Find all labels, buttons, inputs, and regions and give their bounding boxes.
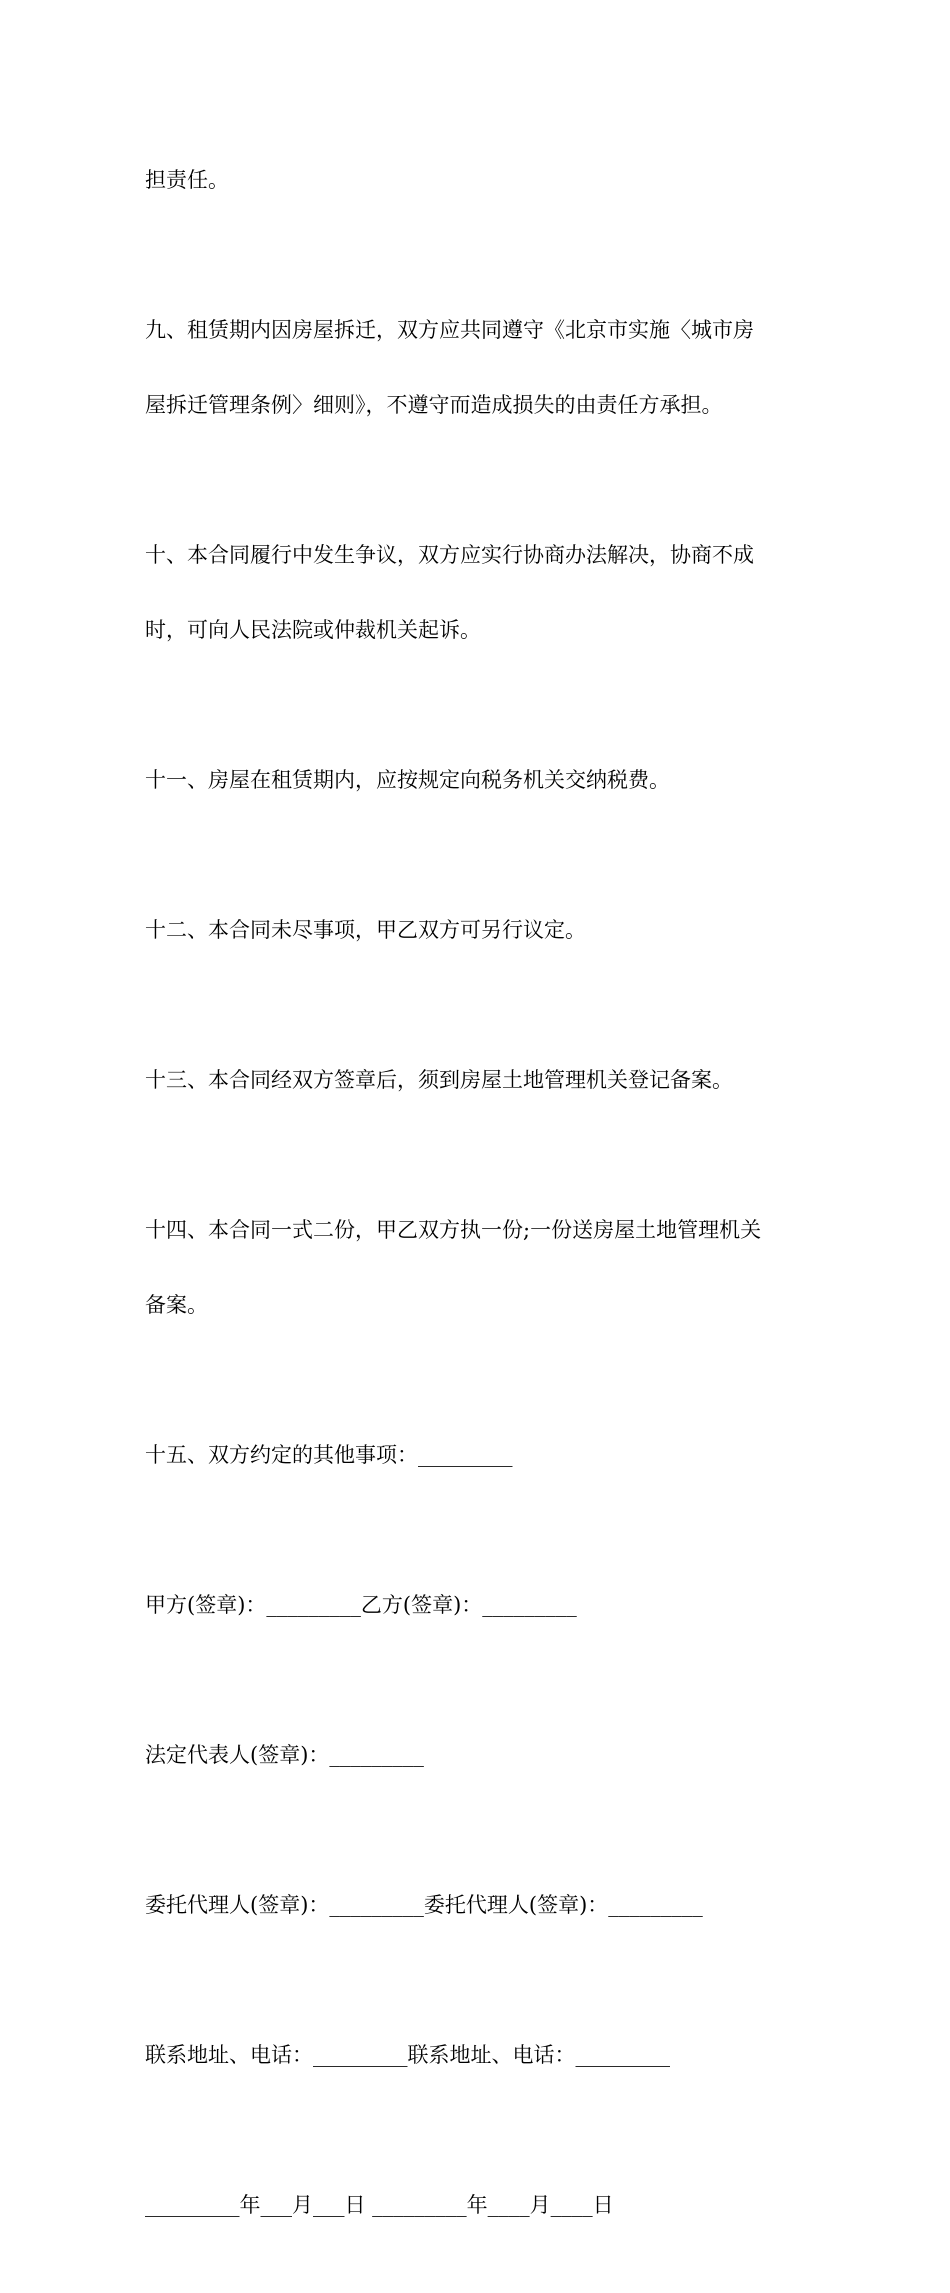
signature-agents bbox=[145, 1843, 810, 1968]
clause-13-registration bbox=[145, 1018, 810, 1143]
clause-15-agreed-matters bbox=[145, 1393, 810, 1518]
text-line: 十四、本合同一式二份，甲乙双方执一份;一份送房屋土地管理机关 bbox=[145, 1218, 762, 1242]
text-line: 委托代理人(签章)：_________委托代理人(签章)：_________ bbox=[145, 1893, 703, 1917]
text-line: 联系地址、电话：_________联系地址、电话：_________ bbox=[145, 2043, 670, 2067]
paragraph-liability-end bbox=[145, 118, 810, 243]
signature-dates bbox=[145, 2143, 810, 2268]
signature-legal-representative bbox=[145, 1693, 810, 1818]
signature-parties bbox=[145, 1543, 810, 1668]
document-body bbox=[145, 118, 810, 2293]
contact-address-phone bbox=[145, 1993, 810, 2118]
text-line: 担责任。 bbox=[145, 168, 229, 192]
clause-12-other-matters bbox=[145, 868, 810, 993]
clause-9-demolition bbox=[145, 268, 810, 468]
text-line: 十、本合同履行中发生争议，双方应实行协商办法解决，协商不成 bbox=[145, 543, 754, 567]
text-line: 法定代表人(签章)：_________ bbox=[145, 1743, 424, 1767]
clause-11-taxes bbox=[145, 718, 810, 843]
text-line: 十二、本合同未尽事项，甲乙双方可另行议定。 bbox=[145, 918, 586, 942]
text-line: 屋拆迁管理条例〉细则》，不遵守而造成损失的由责任方承担。 bbox=[145, 393, 723, 417]
text-line: 备案。 bbox=[145, 1293, 208, 1317]
text-line: 时，可向人民法院或仲裁机关起诉。 bbox=[145, 618, 481, 642]
text-line: 九、租赁期内因房屋拆迁，双方应共同遵守《北京市实施〈城市房 bbox=[145, 318, 754, 342]
text-line: 甲方(签章)：_________乙方(签章)：_________ bbox=[145, 1593, 577, 1617]
text-line: 十一、房屋在租赁期内，应按规定向税务机关交纳税费。 bbox=[145, 768, 670, 792]
clause-10-dispute bbox=[145, 493, 810, 693]
text-line: 十三、本合同经双方签章后，须到房屋土地管理机关登记备案。 bbox=[145, 1068, 733, 1092]
text-line: 十五、双方约定的其他事项：_________ bbox=[145, 1443, 513, 1467]
clause-14-copies bbox=[145, 1168, 810, 1368]
text-line: _________年___月___日 _________年____月____日 bbox=[145, 2193, 614, 2217]
